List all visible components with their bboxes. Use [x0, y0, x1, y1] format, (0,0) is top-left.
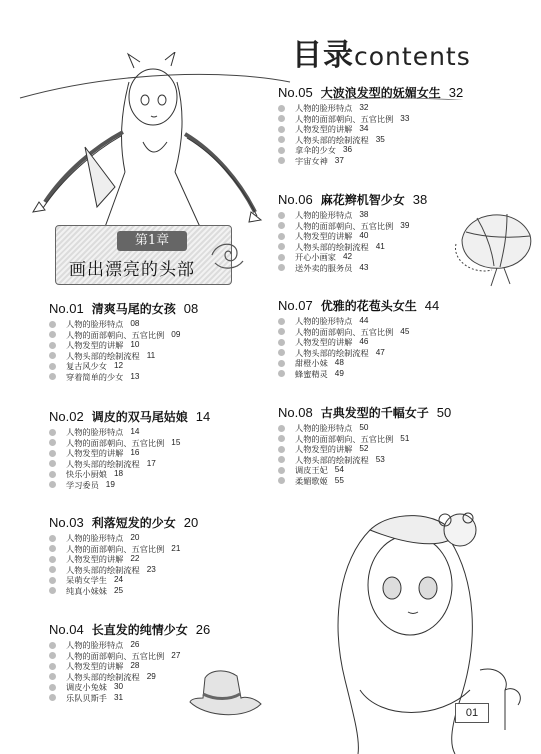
toc-item[interactable]: 人物的面部朝向、五官比例 15: [49, 438, 210, 449]
toc-item[interactable]: 人物头部的绘制流程 41: [278, 242, 427, 253]
bullet-dot-icon: [278, 243, 285, 250]
toc-item[interactable]: 蜂蜜精灵 49: [278, 369, 439, 380]
toc-item[interactable]: 人物的脸形特点 38: [278, 210, 427, 221]
toc-item[interactable]: 人物头部的绘制流程 53: [278, 455, 451, 466]
bullet-dot-icon: [49, 566, 56, 573]
bullet-dot-icon: [278, 328, 285, 335]
bullet-dot-icon: [49, 587, 56, 594]
toc-item[interactable]: 呆萌女学生 24: [49, 575, 198, 586]
bullet-dot-icon: [49, 642, 56, 649]
bullet-dot-icon: [278, 318, 285, 325]
toc-item[interactable]: 调皮王妃 54: [278, 465, 451, 476]
section-title[interactable]: No.05 大波浪发型的妩媚女生 32: [278, 85, 464, 100]
bullet-dot-icon: [49, 342, 56, 349]
chapter-name: 画出漂亮的头部: [69, 260, 195, 280]
toc-item[interactable]: 调皮小兔妹 30: [49, 682, 210, 693]
toc-item[interactable]: 人物头部的绘制流程 47: [278, 348, 439, 359]
bullet-dot-icon: [278, 126, 285, 133]
toc-item[interactable]: 人物发型的讲解 16: [49, 448, 210, 459]
toc-item[interactable]: 柔媚歌姬 55: [278, 476, 451, 487]
toc-item[interactable]: 人物发型的讲解 40: [278, 231, 427, 242]
toc-item[interactable]: 人物发型的讲解 10: [49, 340, 198, 351]
toc-section-05[interactable]: [278, 84, 463, 166]
toc-item[interactable]: 拿伞的少女 36: [278, 145, 463, 156]
section-title[interactable]: No.08 古典发型的千幅女子 50: [278, 405, 452, 420]
toc-item[interactable]: 复古风少女 12: [49, 361, 198, 372]
bullet-dot-icon: [278, 349, 285, 356]
bullet-dot-icon: [49, 652, 56, 659]
toc-item[interactable]: 送外卖的服务员 43: [278, 263, 427, 274]
toc-item[interactable]: 乐队贝斯手 31: [49, 693, 210, 704]
toc-item[interactable]: 人物发型的讲解 22: [49, 554, 198, 565]
bullet-dot-icon: [49, 545, 56, 552]
toc-item[interactable]: 穿着简单的少女 13: [49, 372, 198, 383]
toc-item[interactable]: 人物的脸形特点 20: [49, 533, 198, 544]
bullet-dot-icon: [49, 450, 56, 457]
bullet-dot-icon: [49, 535, 56, 542]
bullet-dot-icon: [49, 373, 56, 380]
toc-item[interactable]: 人物发型的讲解 46: [278, 337, 439, 348]
bullet-dot-icon: [278, 105, 285, 112]
bullet-dot-icon: [49, 481, 56, 488]
bullet-dot-icon: [278, 115, 285, 122]
toc-item[interactable]: 人物的脸形特点 08: [49, 319, 198, 330]
bullet-dot-icon: [278, 425, 285, 432]
toc-section-04[interactable]: [49, 621, 210, 703]
toc-item[interactable]: 人物头部的绘制流程 17: [49, 459, 210, 470]
bullet-dot-icon: [278, 435, 285, 442]
bullet-dot-icon: [49, 663, 56, 670]
toc-section-07[interactable]: [278, 297, 439, 379]
section-title[interactable]: No.01 清爽马尾的女孩 08: [49, 301, 199, 316]
bullet-dot-icon: [49, 429, 56, 436]
toc-item[interactable]: 人物发型的讲解 52: [278, 444, 451, 455]
bullet-dot-icon: [49, 694, 56, 701]
chapter-tag: [55, 225, 247, 285]
toc-item[interactable]: 人物头部的绘制流程 29: [49, 672, 210, 683]
bullet-dot-icon: [278, 254, 285, 261]
toc-item[interactable]: 人物头部的绘制流程 35: [278, 135, 463, 146]
flower-hair-girl-illustration: [300, 490, 535, 754]
section-title[interactable]: No.03 利落短发的少女 20: [49, 515, 199, 530]
toc-item[interactable]: 人物的面部朝向、五官比例 21: [49, 544, 198, 555]
section-title[interactable]: No.07 优雅的花苞头女生 44: [278, 298, 440, 313]
bullet-dot-icon: [49, 684, 56, 691]
bullet-dot-icon: [278, 467, 285, 474]
bullet-dot-icon: [278, 477, 285, 484]
toc-item[interactable]: 人物发型的讲解 28: [49, 661, 210, 672]
toc-item[interactable]: 宇宙女神 37: [278, 156, 463, 167]
toc-section-01[interactable]: [49, 300, 198, 382]
toc-item[interactable]: 人物头部的绘制流程 11: [49, 351, 198, 362]
title-en: contents: [354, 42, 471, 71]
toc-item[interactable]: 人物的面部朝向、五官比例 33: [278, 114, 463, 125]
toc-section-03[interactable]: [49, 514, 198, 596]
section-title[interactable]: No.02 调皮的双马尾姑娘 14: [49, 409, 211, 424]
bullet-dot-icon: [278, 233, 285, 240]
bullet-dot-icon: [278, 446, 285, 453]
toc-item[interactable]: 人物的面部朝向、五官比例 27: [49, 651, 210, 662]
toc-section-08[interactable]: [278, 404, 451, 486]
bullet-dot-icon: [278, 264, 285, 271]
toc-item[interactable]: 人物的脸形特点 14: [49, 427, 210, 438]
bullet-dot-icon: [49, 439, 56, 446]
bullet-dot-icon: [49, 471, 56, 478]
bullet-dot-icon: [278, 339, 285, 346]
toc-item[interactable]: 人物的面部朝向、五官比例 45: [278, 327, 439, 338]
bullet-dot-icon: [278, 222, 285, 229]
toc-section-06[interactable]: [278, 191, 427, 273]
toc-item[interactable]: 人物的面部朝向、五官比例 09: [49, 330, 198, 341]
section-title[interactable]: No.06 麻花辫机智少女 38: [278, 192, 428, 207]
toc-item[interactable]: 人物头部的绘制流程 23: [49, 565, 198, 576]
bullet-dot-icon: [49, 556, 56, 563]
toc-item[interactable]: 开心小画家 42: [278, 252, 427, 263]
chapter-number: 第1章: [117, 231, 187, 251]
toc-item[interactable]: 甜橙小妹 48: [278, 358, 439, 369]
toc-section-02[interactable]: [49, 408, 210, 490]
toc-item[interactable]: 快乐小厨娘 18: [49, 469, 210, 480]
bullet-dot-icon: [49, 577, 56, 584]
bullet-dot-icon: [278, 456, 285, 463]
braided-girl-illustration: [25, 52, 275, 227]
toc-item[interactable]: 人物的脸形特点 26: [49, 640, 210, 651]
bullet-dot-icon: [278, 370, 285, 377]
bullet-dot-icon: [49, 673, 56, 680]
bullet-dot-icon: [278, 212, 285, 219]
toc-item[interactable]: 人物的脸形特点 32: [278, 103, 463, 114]
toc-item[interactable]: 人物的面部朝向、五官比例 51: [278, 434, 451, 445]
page-number: 01: [455, 703, 489, 723]
toc-item[interactable]: 人物的脸形特点 44: [278, 316, 439, 327]
bullet-dot-icon: [49, 363, 56, 370]
bullet-dot-icon: [278, 157, 285, 164]
bullet-dot-icon: [278, 360, 285, 367]
toc-item[interactable]: 人物的脸形特点 50: [278, 423, 451, 434]
section-title[interactable]: No.04 长直发的纯情少女 26: [49, 622, 211, 637]
title-cn: 目录: [292, 38, 354, 73]
toc-item[interactable]: 人物发型的讲解 34: [278, 124, 463, 135]
cap-illustration: [452, 200, 537, 290]
bullet-dot-icon: [278, 136, 285, 143]
bullet-dot-icon: [278, 147, 285, 154]
toc-item[interactable]: 人物的面部朝向、五官比例 39: [278, 221, 427, 232]
bullet-dot-icon: [49, 331, 56, 338]
bullet-dot-icon: [49, 352, 56, 359]
bullet-dot-icon: [49, 321, 56, 328]
toc-item[interactable]: 学习委员 19: [49, 480, 210, 491]
swirl-ornament-icon: [207, 237, 247, 273]
bullet-dot-icon: [49, 460, 56, 467]
toc-item[interactable]: 纯真小妹妹 25: [49, 586, 198, 597]
